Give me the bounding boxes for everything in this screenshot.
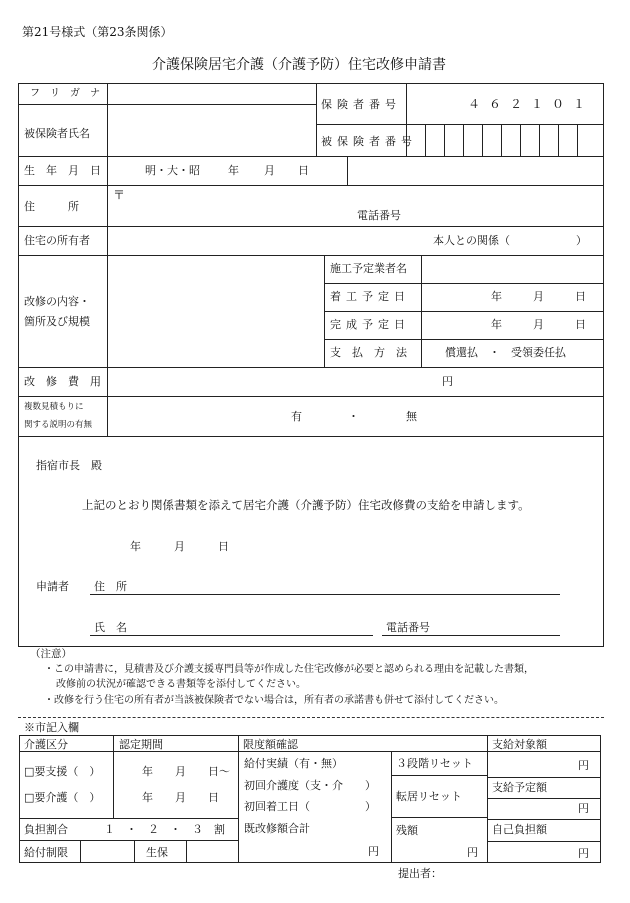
cost-label: 改 修 費 用 [24,375,101,388]
applicant-label: 申請者 [36,580,69,593]
note-1b: 改修前の状況が確認できる書類等を添付してください。 [56,679,306,690]
insured-name-field[interactable] [108,105,315,155]
address-phone-label: 電話番号 [357,209,401,222]
burden-ratio-label: 負担割合 [24,823,68,836]
birth-era: 明・大・昭 [145,164,200,177]
cert-period-from: 年 月 日〜 [142,765,230,778]
limit-check-header: 限度額確認 [243,738,298,751]
contractor-field[interactable] [422,256,603,282]
insurer-number-value: ４６２１０１ [468,97,595,111]
postal-mark: 〒 [113,188,126,202]
address-field[interactable] [108,186,603,225]
welfare-label: 生保 [146,846,168,859]
prev-total-label: 既改修額合計 [244,822,310,835]
start-year: 年 [491,290,502,303]
furigana-label: フ リ ガ ナ [30,88,100,99]
care-class-header: 介護区分 [24,738,68,751]
cut-line [18,717,604,718]
payment-label: 支 払 方 法 [330,346,407,359]
self-burden-label: 自己負担額 [492,823,547,836]
mayor-address: 指宿市長 殿 [36,459,102,472]
submitter-label: 提出者： [398,867,442,880]
notes-heading: （注意） [30,648,72,660]
pay-target-yen: 円 [578,759,589,772]
multi-estimate-label-1: 複数見積もりに [24,402,84,412]
contents-field[interactable] [108,256,323,366]
remain-label: 残額 [396,824,418,837]
remain-yen: 円 [467,846,478,859]
first-care-level: 初回介護度（支・介 ） [244,779,376,792]
move-reset-label: 転居リセット [396,790,462,803]
relation-label: 本人との関係（ ） [433,234,587,247]
pay-plan-label: 支給予定額 [492,781,547,794]
birth-day: 日 [298,164,309,177]
finish-year: 年 [491,318,502,331]
start-month: 月 [533,290,544,303]
finish-month: 月 [533,318,544,331]
application-date: 年 月 日 [130,540,229,553]
cert-period-to: 年 月 日 [142,791,219,804]
insured-number-label: 被保険者番号 [321,135,417,148]
multi-no[interactable]: 無 [406,410,417,423]
applicant-address-label: 住 所 [94,580,127,593]
care-req-checkbox[interactable]: □要介護（ ） [24,791,101,804]
prev-total-yen: 円 [368,845,379,858]
office-use-table [19,735,601,863]
furigana-field[interactable] [108,84,315,104]
first-start-date: 初回着工日（ ） [244,800,376,813]
birth-year: 年 [228,164,239,177]
address-label: 住 所 [24,200,79,213]
birth-label: 生 年 月 日 [24,164,101,177]
reset3-label: ３段階リセット [396,757,473,770]
pay-record: 給付実績（有・無） [244,757,343,770]
insured-number-field[interactable] [407,125,603,155]
contents-label-1: 改修の内容・ [24,295,90,308]
applicant-phone-field[interactable] [440,615,560,634]
birth-extra-field[interactable] [348,157,603,184]
multi-estimate-label-2: 関する説明の有無 [24,420,93,430]
contents-label-2: 箇所及び規模 [24,315,90,328]
self-burden-yen: 円 [578,847,589,860]
payment-value[interactable]: 償還払 ・ 受領委任払 [445,346,566,359]
multi-yes[interactable]: 有 [291,410,302,423]
application-statement: 上記のとおり関係書類を添えて居宅介護（介護予防）住宅改修費の支給を申請します。 [82,498,530,512]
note-1a: ・この申請書に，見積書及び介護支援専門員等が作成した住宅改修が必要と認められる理由を記載した書類， [44,664,534,675]
insurer-number-label: 保険者番号 [321,98,401,111]
burden-ratio-values[interactable]: １ ・ ２ ・ ３ 割 [104,823,225,836]
insured-name-label: 被保険者氏名 [24,127,90,140]
page-title: 介護保険居宅介護（介護予防）住宅改修申請書 [152,57,446,73]
pay-limit-label: 給付制限 [24,846,68,859]
cert-period-header: 認定期間 [119,738,163,751]
owner-label: 住宅の所有者 [24,234,90,247]
note-2: ・改修を行う住宅の所有者が当該被保険者でない場合は，所有者の承諾書も併せて添付してください。 [44,695,504,706]
birth-month: 月 [264,164,275,177]
start-date-label: 着工予定日 [330,290,410,303]
owner-field[interactable] [108,227,428,254]
applicant-address-field[interactable] [140,574,560,593]
cost-field[interactable] [108,368,438,395]
pay-target-header: 支給対象額 [492,738,547,751]
multi-dot: ・ [348,410,359,423]
contractor-label: 施工予定業者名 [330,262,407,275]
finish-day: 日 [575,318,586,331]
applicant-name-field[interactable] [140,615,372,634]
pay-plan-yen: 円 [578,802,589,815]
birth-date-field[interactable] [108,157,346,184]
cost-yen: 円 [442,375,453,388]
start-day: 日 [575,290,586,303]
office-use-label: ※市記入欄 [24,721,79,734]
form-number: 第21号様式（第23条関係） [22,25,173,39]
applicant-name-label: 氏 名 [94,621,127,634]
support-req-checkbox[interactable]: □要支援（ ） [24,765,101,778]
applicant-phone-label: 電話番号 [386,621,430,634]
finish-date-label: 完成予定日 [330,318,410,331]
